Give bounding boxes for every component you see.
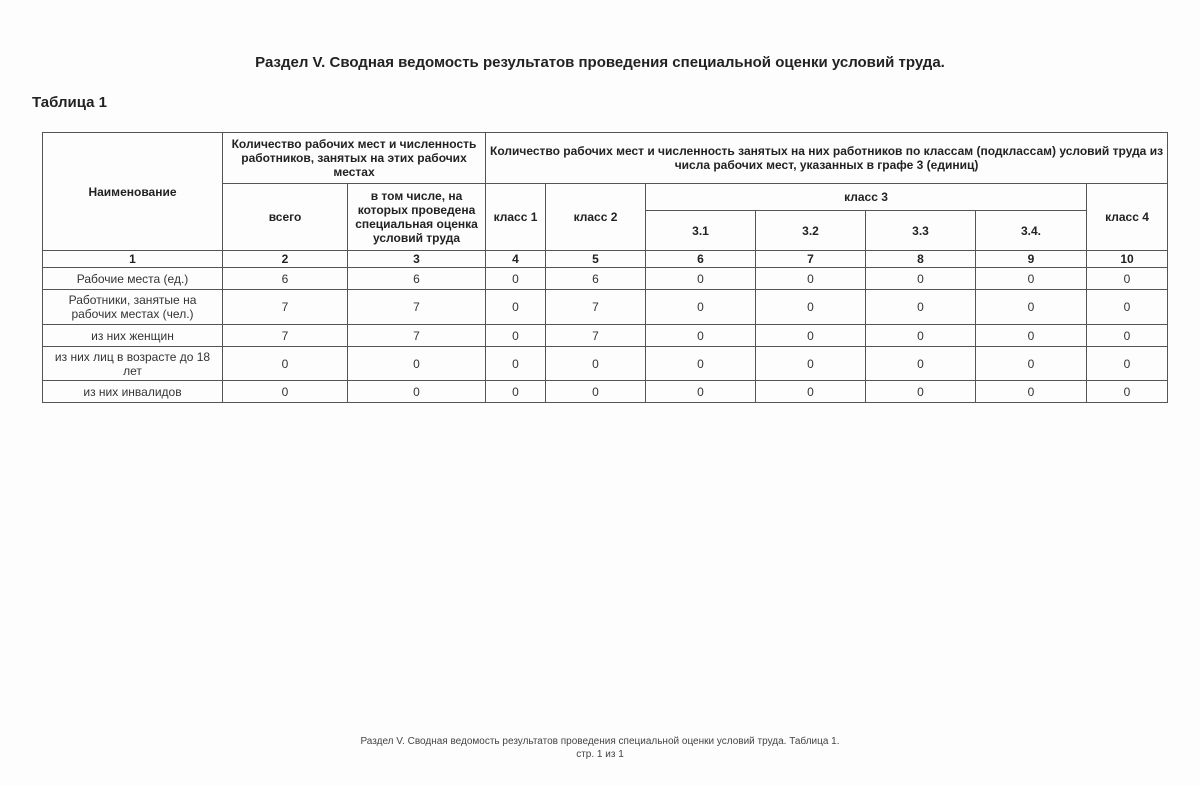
table-cell: 0 — [646, 290, 756, 325]
row-label: Работники, занятые на рабочих местах (чел.) — [43, 290, 223, 325]
table-cell: 0 — [1087, 347, 1168, 381]
table-cell: 0 — [546, 347, 646, 381]
table-cell: 0 — [1087, 381, 1168, 403]
table-cell: 0 — [976, 347, 1087, 381]
column-number: 7 — [756, 251, 866, 268]
table-cell: 7 — [223, 290, 348, 325]
table-cell: 6 — [223, 268, 348, 290]
table-cell: 0 — [866, 325, 976, 347]
table-cell: 0 — [866, 381, 976, 403]
row-label: из них лиц в возрасте до 18 лет — [43, 347, 223, 381]
header-sub-3-3: 3.3 — [866, 211, 976, 251]
table-cell: 0 — [866, 347, 976, 381]
table-cell: 0 — [756, 325, 866, 347]
header-total: всего — [223, 184, 348, 251]
table-cell: 0 — [486, 290, 546, 325]
table-cell: 0 — [486, 325, 546, 347]
header-sub-3-1: 3.1 — [646, 211, 756, 251]
page-counter: стр. 1 из 1 — [576, 749, 624, 760]
table-cell: 0 — [1087, 290, 1168, 325]
table-cell: 7 — [348, 290, 486, 325]
table-cell: 7 — [546, 325, 646, 347]
table-cell: 0 — [756, 290, 866, 325]
table-row — [43, 268, 1168, 290]
table-cell: 0 — [646, 381, 756, 403]
page-footer — [0, 735, 1200, 761]
table-cell: 0 — [546, 381, 646, 403]
page-title: Раздел V. Сводная ведомость результатов проведения специальной оценки условий труда. — [255, 54, 945, 71]
table-cell: 0 — [976, 381, 1087, 403]
header-class-3: класс 3 — [646, 184, 1087, 211]
table-cell: 0 — [646, 268, 756, 290]
header-group-total: Количество рабочих мест и численность работников, занятых на этих рабочих местах — [223, 133, 486, 184]
table-label: Таблица 1 — [32, 94, 108, 111]
row-label: из них женщин — [43, 325, 223, 347]
table-cell: 0 — [223, 347, 348, 381]
row-label: из них инвалидов — [43, 381, 223, 403]
column-number: 5 — [546, 251, 646, 268]
table-cell: 0 — [646, 347, 756, 381]
column-number: 1 — [43, 251, 223, 268]
table-cell: 7 — [546, 290, 646, 325]
table-cell: 0 — [1087, 268, 1168, 290]
table-cell: 0 — [223, 381, 348, 403]
table-row — [43, 347, 1168, 381]
table-row — [43, 381, 1168, 403]
header-assessed: в том числе, на которых проведена специальная оценка условий труда — [348, 184, 486, 251]
table-cell: 7 — [223, 325, 348, 347]
column-number: 10 — [1087, 251, 1168, 268]
footer-title: Раздел V. Сводная ведомость результатов проведения специальной оценки условий труда. Таблица 1. — [360, 736, 840, 747]
table-cell: 0 — [1087, 325, 1168, 347]
table-cell: 0 — [756, 268, 866, 290]
table-cell: 6 — [546, 268, 646, 290]
header-sub-3-2: 3.2 — [756, 211, 866, 251]
table-cell: 7 — [348, 325, 486, 347]
table-cell: 0 — [976, 325, 1087, 347]
header-name: Наименование — [43, 133, 223, 251]
table-row — [43, 325, 1168, 347]
header-class-2: класс 2 — [546, 184, 646, 251]
column-number: 6 — [646, 251, 756, 268]
table-cell: 0 — [756, 347, 866, 381]
column-number: 3 — [348, 251, 486, 268]
table-cell: 0 — [486, 347, 546, 381]
header-group-classes: Количество рабочих мест и численность занятых на них работников по классам (подклассам) условий труда из числа рабочих мест, указанных в графе 3 (единиц) — [486, 133, 1168, 184]
summary-table — [42, 132, 1168, 403]
table-cell: 6 — [348, 268, 486, 290]
column-number: 8 — [866, 251, 976, 268]
table-cell: 0 — [976, 268, 1087, 290]
header-sub-3-4: 3.4. — [976, 211, 1087, 251]
table-cell: 0 — [348, 347, 486, 381]
column-number: 2 — [223, 251, 348, 268]
header-class-1: класс 1 — [486, 184, 546, 251]
header-class-4: класс 4 — [1087, 184, 1168, 251]
table-cell: 0 — [486, 381, 546, 403]
row-label: Рабочие места (ед.) — [43, 268, 223, 290]
table-cell: 0 — [348, 381, 486, 403]
table-cell: 0 — [486, 268, 546, 290]
table-row — [43, 290, 1168, 325]
table-cell: 0 — [976, 290, 1087, 325]
column-number: 4 — [486, 251, 546, 268]
table-cell: 0 — [866, 290, 976, 325]
table-cell: 0 — [866, 268, 976, 290]
column-number: 9 — [976, 251, 1087, 268]
table-cell: 0 — [646, 325, 756, 347]
table-cell: 0 — [756, 381, 866, 403]
